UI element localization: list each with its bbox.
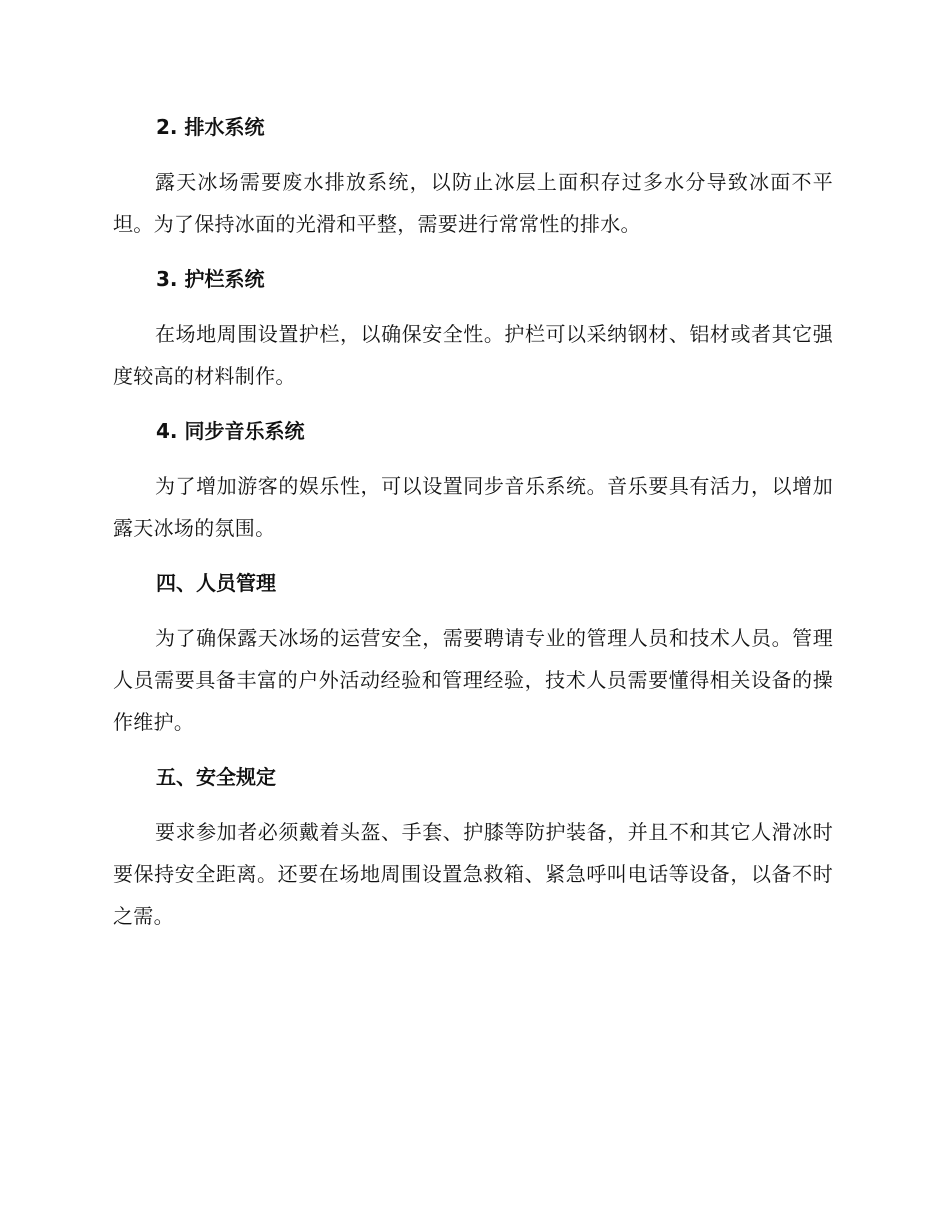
section-paragraph-staff: 为了确保露天冰场的运营安全，需要聘请专业的管理人员和技术人员。管理人员需要具备丰富的户外活动经验和管理经验，技术人员需要懂得相关设备的操作维护。 (113, 626, 833, 734)
section-paragraph-guardrail: 在场地周围设置护栏，以确保安全性。护栏可以采纳钢材、铝材或者其它强度较高的材料制作。 (113, 322, 833, 388)
section-paragraph-music: 为了增加游客的娱乐性，可以设置同步音乐系统。音乐要具有活力，以增加露天冰场的氛围。 (113, 474, 833, 540)
section-heading-music: 4. 同步音乐系统 (156, 419, 305, 443)
section-heading-safety: 五、安全规定 (156, 765, 276, 789)
section-paragraph-safety: 要求参加者必须戴着头盔、手套、护膝等防护装备，并且不和其它人滑冰时要保持安全距离。还要在场地周围设置急救箱、紧急呼叫电话等设备，以备不时之需。 (113, 820, 833, 928)
section-paragraph-drainage: 露天冰场需要废水排放系统，以防止冰层上面积存过多水分导致冰面不平坦。为了保持冰面的光滑和平整，需要进行常常性的排水。 (113, 170, 833, 236)
section-heading-guardrail: 3. 护栏系统 (156, 267, 265, 291)
section-heading-drainage: 2. 排水系统 (156, 115, 265, 139)
section-heading-staff: 四、人员管理 (156, 571, 276, 595)
